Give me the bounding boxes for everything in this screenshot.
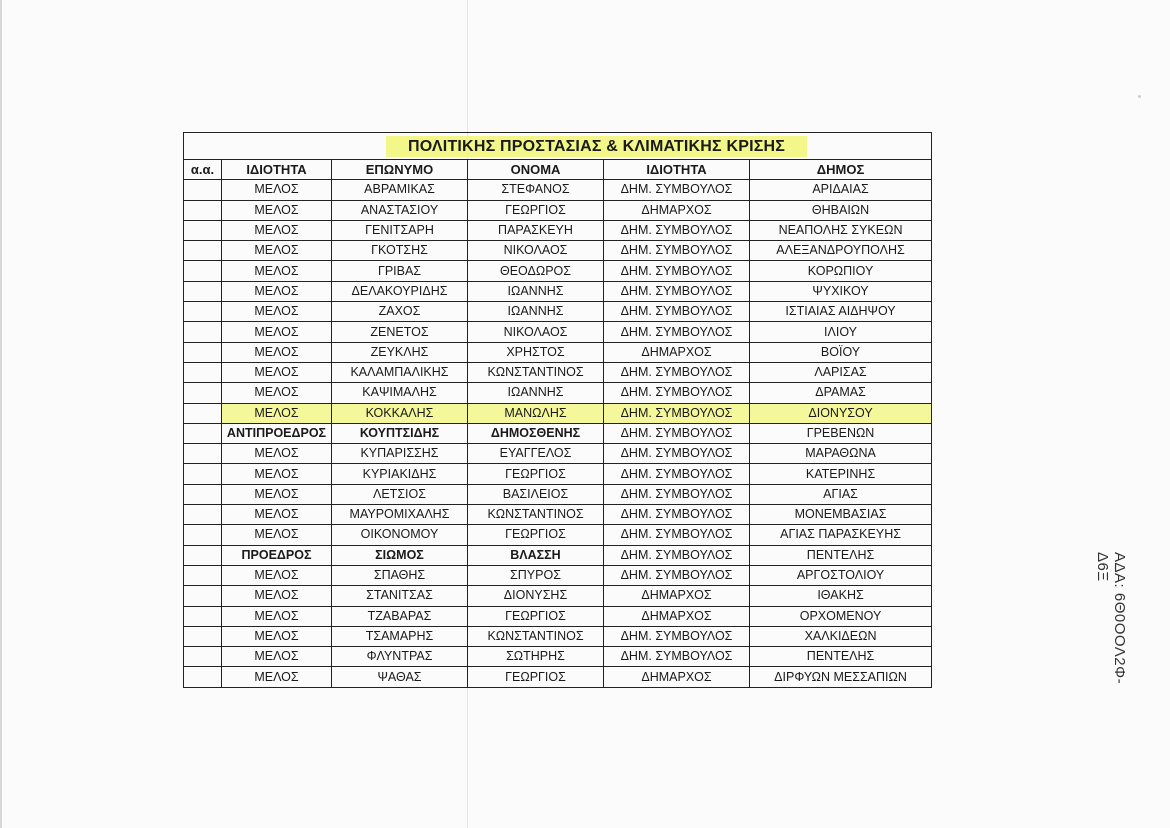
row-aa-cell <box>184 647 222 667</box>
ada-stamp: ΑΔΑ: 6Θ0ΟΟΛ2Φ-Δ6Ξ <box>1094 552 1128 685</box>
row-role-cell: ΜΕΛΟΣ <box>222 505 332 525</box>
table-row <box>184 505 932 525</box>
row-aa-cell <box>184 261 222 281</box>
table-row <box>184 423 932 443</box>
row-name-cell: ΓΕΩΡΓΙΟΣ <box>468 464 604 484</box>
row-municipality-cell: ΓΡΕΒΕΝΩΝ <box>750 423 932 443</box>
header-name: ΟΝΟΜΑ <box>468 160 604 180</box>
row-position-cell: ΔΗΜ. ΣΥΜΒΟΥΛΟΣ <box>604 281 750 301</box>
row-role-cell: ΜΕΛΟΣ <box>222 180 332 200</box>
row-position-cell: ΔΗΜ. ΣΥΜΒΟΥΛΟΣ <box>604 444 750 464</box>
row-surname-cell: ΚΟΚΚΑΛΗΣ <box>332 403 468 423</box>
committee-members-table <box>183 132 932 688</box>
row-name-cell: ΙΩΑΝΝΗΣ <box>468 302 604 322</box>
table-row <box>184 261 932 281</box>
row-position-cell: ΔΗΜ. ΣΥΜΒΟΥΛΟΣ <box>604 647 750 667</box>
row-municipality-cell: ΘΗΒΑΙΩΝ <box>750 200 932 220</box>
row-surname-cell: ΦΛΥΝΤΡΑΣ <box>332 647 468 667</box>
row-aa-cell <box>184 606 222 626</box>
header-surname: ΕΠΩΝΥΜΟ <box>332 160 468 180</box>
row-surname-cell: ΟΙΚΟΝΟΜΟΥ <box>332 525 468 545</box>
row-role-cell: ΜΕΛΟΣ <box>222 362 332 382</box>
row-municipality-cell: ΜΑΡΑΘΩΝΑ <box>750 444 932 464</box>
row-surname-cell: ΑΒΡΑΜΙΚΑΣ <box>332 180 468 200</box>
table-row <box>184 626 932 646</box>
row-position-cell: ΔΗΜ. ΣΥΜΒΟΥΛΟΣ <box>604 626 750 646</box>
row-position-cell: ΔΗΜ. ΣΥΜΒΟΥΛΟΣ <box>604 322 750 342</box>
table-row <box>184 342 932 362</box>
row-name-cell: ΣΠΥΡΟΣ <box>468 565 604 585</box>
table-row <box>184 525 932 545</box>
table-row <box>184 322 932 342</box>
row-position-cell: ΔΗΜ. ΣΥΜΒΟΥΛΟΣ <box>604 302 750 322</box>
scan-speck <box>1138 95 1141 98</box>
header-position: ΙΔΙΟΤΗΤΑ <box>604 160 750 180</box>
row-aa-cell <box>184 444 222 464</box>
row-surname-cell: ΚΥΠΑΡΙΣΣΗΣ <box>332 444 468 464</box>
row-municipality-cell: ΛΑΡΙΣΑΣ <box>750 362 932 382</box>
header-role: ΙΔΙΟΤΗΤΑ <box>222 160 332 180</box>
row-surname-cell: ΚΟΥΠΤΣΙΔΗΣ <box>332 423 468 443</box>
row-position-cell: ΔΗΜ. ΣΥΜΒΟΥΛΟΣ <box>604 545 750 565</box>
table-title: ΠΟΛΙΤΙΚΗΣ ΠΡΟΣΤΑΣΙΑΣ & ΚΛΙΜΑΤΙΚΗΣ ΚΡΙΣΗΣ <box>386 136 807 157</box>
row-aa-cell <box>184 180 222 200</box>
row-position-cell: ΔΗΜ. ΣΥΜΒΟΥΛΟΣ <box>604 464 750 484</box>
table-row <box>184 667 932 687</box>
row-role-cell: ΜΕΛΟΣ <box>222 241 332 261</box>
table-row <box>184 586 932 606</box>
row-aa-cell <box>184 241 222 261</box>
row-role-cell: ΜΕΛΟΣ <box>222 342 332 362</box>
row-role-cell: ΜΕΛΟΣ <box>222 383 332 403</box>
row-name-cell: ΧΡΗΣΤΟΣ <box>468 342 604 362</box>
row-surname-cell: ΣΤΑΝΙΤΣΑΣ <box>332 586 468 606</box>
row-role-cell: ΜΕΛΟΣ <box>222 200 332 220</box>
table-row <box>184 484 932 504</box>
row-surname-cell: ΓΚΟΤΣΗΣ <box>332 241 468 261</box>
row-surname-cell: ΤΖΑΒΑΡΑΣ <box>332 606 468 626</box>
row-name-cell: ΓΕΩΡΓΙΟΣ <box>468 667 604 687</box>
row-position-cell: ΔΗΜΑΡΧΟΣ <box>604 200 750 220</box>
row-name-cell: ΣΩΤΗΡΗΣ <box>468 647 604 667</box>
row-name-cell: ΘΕΟΔΩΡΟΣ <box>468 261 604 281</box>
row-role-cell: ΜΕΛΟΣ <box>222 484 332 504</box>
row-municipality-cell: ΙΣΤΙΑΙΑΣ ΑΙΔΗΨΟΥ <box>750 302 932 322</box>
row-name-cell: ΔΗΜΟΣΘΕΝΗΣ <box>468 423 604 443</box>
row-aa-cell <box>184 322 222 342</box>
table-row <box>184 464 932 484</box>
row-aa-cell <box>184 342 222 362</box>
row-aa-cell <box>184 302 222 322</box>
row-position-cell: ΔΗΜ. ΣΥΜΒΟΥΛΟΣ <box>604 403 750 423</box>
table-row <box>184 180 932 200</box>
row-position-cell: ΔΗΜ. ΣΥΜΒΟΥΛΟΣ <box>604 362 750 382</box>
row-municipality-cell: ΒΟΪΟΥ <box>750 342 932 362</box>
row-name-cell: ΓΕΩΡΓΙΟΣ <box>468 606 604 626</box>
table-row <box>184 220 932 240</box>
row-role-cell: ΜΕΛΟΣ <box>222 444 332 464</box>
row-role-cell: ΜΕΛΟΣ <box>222 403 332 423</box>
table-row <box>184 647 932 667</box>
row-municipality-cell: ΔΙΡΦΥΩΝ ΜΕΣΣΑΠΙΩΝ <box>750 667 932 687</box>
row-position-cell: ΔΗΜ. ΣΥΜΒΟΥΛΟΣ <box>604 383 750 403</box>
row-municipality-cell: ΑΡΙΔΑΙΑΣ <box>750 180 932 200</box>
row-aa-cell <box>184 200 222 220</box>
row-surname-cell: ΑΝΑΣΤΑΣΙΟΥ <box>332 200 468 220</box>
row-name-cell: ΕΥΑΓΓΕΛΟΣ <box>468 444 604 464</box>
row-aa-cell <box>184 565 222 585</box>
table-row <box>184 444 932 464</box>
table-row <box>184 565 932 585</box>
row-surname-cell: ΣΙΩΜΟΣ <box>332 545 468 565</box>
row-name-cell: ΔΙΟΝΥΣΗΣ <box>468 586 604 606</box>
row-role-cell: ΑΝΤΙΠΡΟΕΔΡΟΣ <box>222 423 332 443</box>
row-name-cell: ΙΩΑΝΝΗΣ <box>468 281 604 301</box>
row-municipality-cell: ΑΓΙΑΣ <box>750 484 932 504</box>
row-municipality-cell: ΧΑΛΚΙΔΕΩΝ <box>750 626 932 646</box>
row-surname-cell: ΖΑΧΟΣ <box>332 302 468 322</box>
row-role-cell: ΜΕΛΟΣ <box>222 647 332 667</box>
row-position-cell: ΔΗΜ. ΣΥΜΒΟΥΛΟΣ <box>604 423 750 443</box>
row-aa-cell <box>184 586 222 606</box>
row-surname-cell: ΚΑΨΙΜΑΛΗΣ <box>332 383 468 403</box>
row-municipality-cell: ΚΑΤΕΡΙΝΗΣ <box>750 464 932 484</box>
row-position-cell: ΔΗΜ. ΣΥΜΒΟΥΛΟΣ <box>604 220 750 240</box>
row-position-cell: ΔΗΜ. ΣΥΜΒΟΥΛΟΣ <box>604 505 750 525</box>
row-name-cell: ΚΩΝΣΤΑΝΤΙΝΟΣ <box>468 505 604 525</box>
row-position-cell: ΔΗΜ. ΣΥΜΒΟΥΛΟΣ <box>604 484 750 504</box>
row-surname-cell: ΖΕΝΕΤΟΣ <box>332 322 468 342</box>
row-aa-cell <box>184 626 222 646</box>
row-aa-cell <box>184 484 222 504</box>
row-role-cell: ΜΕΛΟΣ <box>222 322 332 342</box>
row-role-cell: ΜΕΛΟΣ <box>222 667 332 687</box>
header-municipality: ΔΗΜΟΣ <box>750 160 932 180</box>
row-role-cell: ΜΕΛΟΣ <box>222 525 332 545</box>
row-name-cell: ΣΤΕΦΑΝΟΣ <box>468 180 604 200</box>
row-name-cell: ΙΩΑΝΝΗΣ <box>468 383 604 403</box>
row-aa-cell <box>184 281 222 301</box>
row-name-cell: ΚΩΝΣΤΑΝΤΙΝΟΣ <box>468 626 604 646</box>
row-surname-cell: ΖΕΥΚΛΗΣ <box>332 342 468 362</box>
row-municipality-cell: ΑΛΕΞΑΝΔΡΟΥΠΟΛΗΣ <box>750 241 932 261</box>
row-role-cell: ΠΡΟΕΔΡΟΣ <box>222 545 332 565</box>
row-surname-cell: ΤΣΑΜΑΡΗΣ <box>332 626 468 646</box>
row-aa-cell <box>184 667 222 687</box>
row-municipality-cell: ΔΙΟΝΥΣΟΥ <box>750 403 932 423</box>
row-surname-cell: ΜΑΥΡΟΜΙΧΑΛΗΣ <box>332 505 468 525</box>
row-role-cell: ΜΕΛΟΣ <box>222 565 332 585</box>
table-row <box>184 200 932 220</box>
row-position-cell: ΔΗΜ. ΣΥΜΒΟΥΛΟΣ <box>604 261 750 281</box>
row-aa-cell <box>184 403 222 423</box>
table-row <box>184 383 932 403</box>
row-position-cell: ΔΗΜ. ΣΥΜΒΟΥΛΟΣ <box>604 525 750 545</box>
row-municipality-cell: ΟΡΧΟΜΕΝΟΥ <box>750 606 932 626</box>
row-municipality-cell: ΠΕΝΤΕΛΗΣ <box>750 545 932 565</box>
row-name-cell: ΠΑΡΑΣΚΕΥΗ <box>468 220 604 240</box>
table-title-cell <box>184 133 932 160</box>
row-aa-cell <box>184 423 222 443</box>
row-municipality-cell: ΔΡΑΜΑΣ <box>750 383 932 403</box>
row-aa-cell <box>184 505 222 525</box>
table-row <box>184 241 932 261</box>
table-row <box>184 281 932 301</box>
row-aa-cell <box>184 362 222 382</box>
row-surname-cell: ΣΠΑΘΗΣ <box>332 565 468 585</box>
row-role-cell: ΜΕΛΟΣ <box>222 281 332 301</box>
row-name-cell: ΓΕΩΡΓΙΟΣ <box>468 525 604 545</box>
row-surname-cell: ΓΡΙΒΑΣ <box>332 261 468 281</box>
table-row <box>184 302 932 322</box>
row-municipality-cell: ΙΘΑΚΗΣ <box>750 586 932 606</box>
row-role-cell: ΜΕΛΟΣ <box>222 626 332 646</box>
row-surname-cell: ΓΕΝΙΤΣΑΡΗ <box>332 220 468 240</box>
row-name-cell: ΝΙΚΟΛΑΟΣ <box>468 241 604 261</box>
row-municipality-cell: ΑΓΙΑΣ ΠΑΡΑΣΚΕΥΗΣ <box>750 525 932 545</box>
row-municipality-cell: ΚΟΡΩΠΙΟΥ <box>750 261 932 281</box>
row-role-cell: ΜΕΛΟΣ <box>222 302 332 322</box>
row-municipality-cell: ΜΟΝΕΜΒΑΣΙΑΣ <box>750 505 932 525</box>
row-name-cell: ΝΙΚΟΛΑΟΣ <box>468 322 604 342</box>
row-aa-cell <box>184 525 222 545</box>
row-position-cell: ΔΗΜΑΡΧΟΣ <box>604 342 750 362</box>
row-municipality-cell: ΙΛΙΟΥ <box>750 322 932 342</box>
row-role-cell: ΜΕΛΟΣ <box>222 261 332 281</box>
table-title-row <box>184 133 932 160</box>
row-position-cell: ΔΗΜ. ΣΥΜΒΟΥΛΟΣ <box>604 241 750 261</box>
row-position-cell: ΔΗΜ. ΣΥΜΒΟΥΛΟΣ <box>604 565 750 585</box>
table-row <box>184 545 932 565</box>
row-surname-cell: ΨΑΘΑΣ <box>332 667 468 687</box>
row-aa-cell <box>184 545 222 565</box>
row-position-cell: ΔΗΜ. ΣΥΜΒΟΥΛΟΣ <box>604 180 750 200</box>
row-surname-cell: ΚΥΡΙΑΚΙΔΗΣ <box>332 464 468 484</box>
row-surname-cell: ΔΕΛΑΚΟΥΡΙΔΗΣ <box>332 281 468 301</box>
table-body <box>184 180 932 687</box>
row-role-cell: ΜΕΛΟΣ <box>222 586 332 606</box>
table-row <box>184 403 932 423</box>
page-edge <box>0 0 2 828</box>
row-surname-cell: ΚΑΛΑΜΠΑΛΙΚΗΣ <box>332 362 468 382</box>
row-aa-cell <box>184 220 222 240</box>
row-aa-cell <box>184 383 222 403</box>
row-role-cell: ΜΕΛΟΣ <box>222 606 332 626</box>
row-name-cell: ΒΑΣΙΛΕΙΟΣ <box>468 484 604 504</box>
row-municipality-cell: ΨΥΧΙΚΟΥ <box>750 281 932 301</box>
row-aa-cell <box>184 464 222 484</box>
row-position-cell: ΔΗΜΑΡΧΟΣ <box>604 586 750 606</box>
row-name-cell: ΓΕΩΡΓΙΟΣ <box>468 200 604 220</box>
row-name-cell: ΒΛΑΣΣΗ <box>468 545 604 565</box>
row-role-cell: ΜΕΛΟΣ <box>222 220 332 240</box>
row-municipality-cell: ΝΕΑΠΟΛΗΣ ΣΥΚΕΩΝ <box>750 220 932 240</box>
table-header-row <box>184 160 932 180</box>
row-name-cell: ΚΩΝΣΤΑΝΤΙΝΟΣ <box>468 362 604 382</box>
row-role-cell: ΜΕΛΟΣ <box>222 464 332 484</box>
row-position-cell: ΔΗΜΑΡΧΟΣ <box>604 606 750 626</box>
row-municipality-cell: ΑΡΓΟΣΤΟΛΙΟΥ <box>750 565 932 585</box>
row-municipality-cell: ΠΕΝΤΕΛΗΣ <box>750 647 932 667</box>
header-aa: α.α. <box>184 160 222 180</box>
table-row <box>184 606 932 626</box>
table-row <box>184 362 932 382</box>
row-name-cell: ΜΑΝΩΛΗΣ <box>468 403 604 423</box>
row-position-cell: ΔΗΜΑΡΧΟΣ <box>604 667 750 687</box>
row-surname-cell: ΛΕΤΣΙΟΣ <box>332 484 468 504</box>
